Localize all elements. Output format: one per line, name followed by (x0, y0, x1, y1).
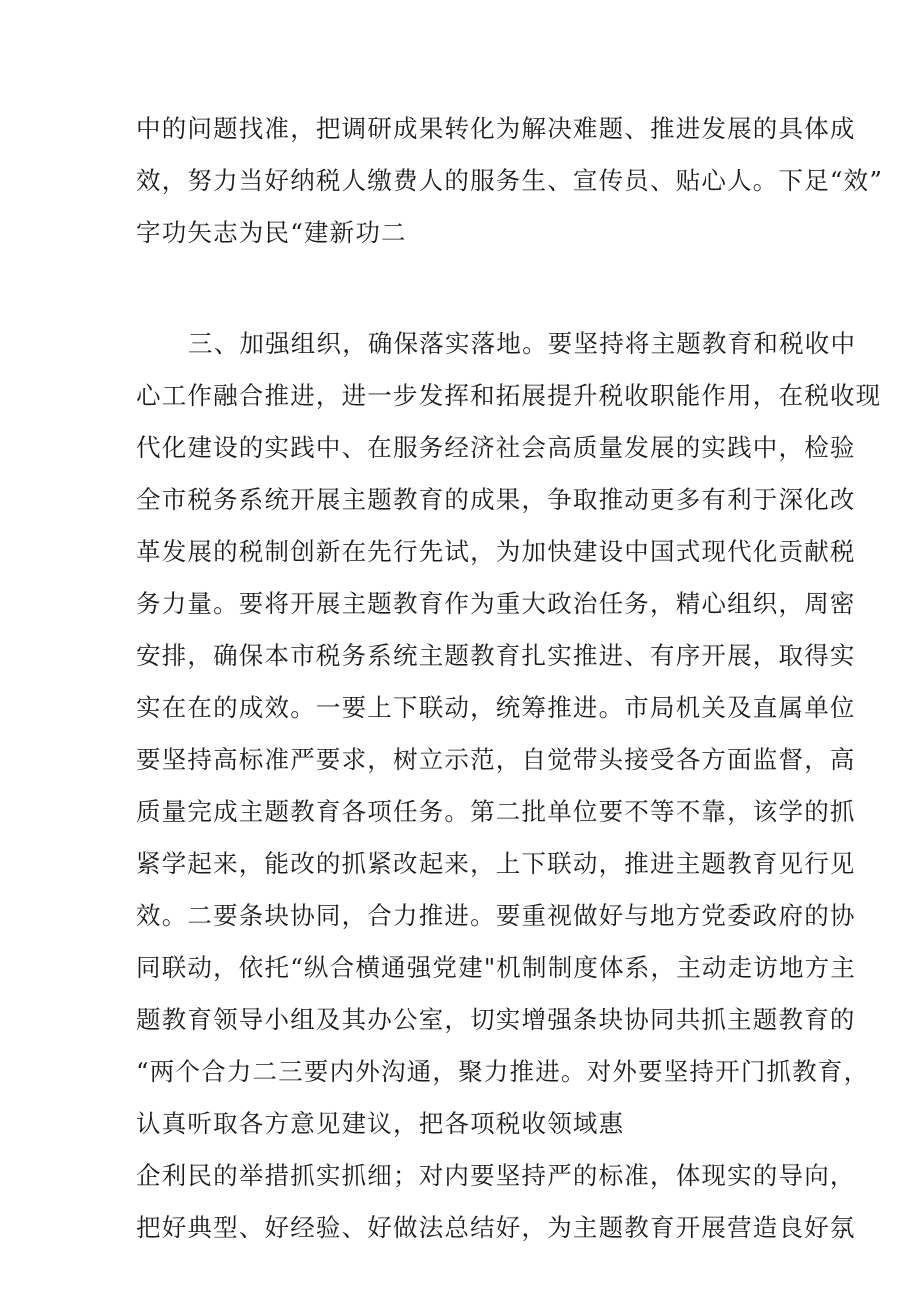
text-line: “两个合力二三要内外沟通，聚力推进。对外要坚持开门抓教育， (136, 1057, 870, 1086)
text-line: 革发展的税制创新在先行先试，为加快建设中国式现代化贡献税 (136, 537, 856, 566)
text-line: 企利民的举措抓实抓细；对内要坚持严的标准，体现实的导向， (136, 1161, 856, 1190)
text-line: 实在在的成效。一要上下联动，统筹推进。市局机关及直属单位 (136, 693, 856, 722)
text-line: 效，努力当好纳税人缴费人的服务生、宣传员、贴心人。下足“效” (136, 166, 884, 195)
text-line: 题教育领导小组及其办公室，切实增强条块协同共抓主题教育的 (136, 1005, 856, 1034)
text-line: 全市税务系统开展主题教育的成果，争取推动更多有利于深化改 (136, 485, 856, 514)
text-line: 字功矢志为民“建新功二 (136, 218, 407, 247)
text-line: 心工作融合推进，进一步发挥和拓展提升税收职能作用，在税收现 (136, 381, 882, 410)
text-line: 中的问题找准，把调研成果转化为解决难题、推进发展的具体成 (136, 114, 856, 143)
section-heading-line: 三、加强组织，确保落实落地。要坚持将主题教育和税收中 (188, 329, 857, 358)
text-line: 把好典型、好经验、好做法总结好，为主题教育开展营造良好氛 (136, 1213, 856, 1242)
text-line: 要坚持高标准严要求，树立示范，自觉带头接受各方面监督，高 (136, 745, 856, 774)
text-line: 务力量。要将开展主题教育作为重大政治任务，精心组织，周密 (136, 589, 856, 618)
text-line: 质量完成主题教育各项任务。第二批单位要不等不靠，该学的抓 (136, 797, 856, 826)
text-line: 紧学起来，能改的抓紧改起来，上下联动，推进主题教育见行见 (136, 849, 856, 878)
text-line: 效。二要条块协同，合力推进。要重视做好与地方党委政府的协 (136, 901, 856, 930)
text-line: 安排，确保本市税务系统主题教育扎实推进、有序开展，取得实 (136, 641, 856, 670)
text-line: 同联动，依托“纵合横通强党建"机制制度体系，主动走访地方主 (136, 953, 857, 982)
text-line: 代化建设的实践中、在服务经济社会高质量发展的实践中，检验 (136, 433, 856, 462)
text-line: 认真听取各方意见建议，把各项税收领域惠 (136, 1109, 625, 1138)
